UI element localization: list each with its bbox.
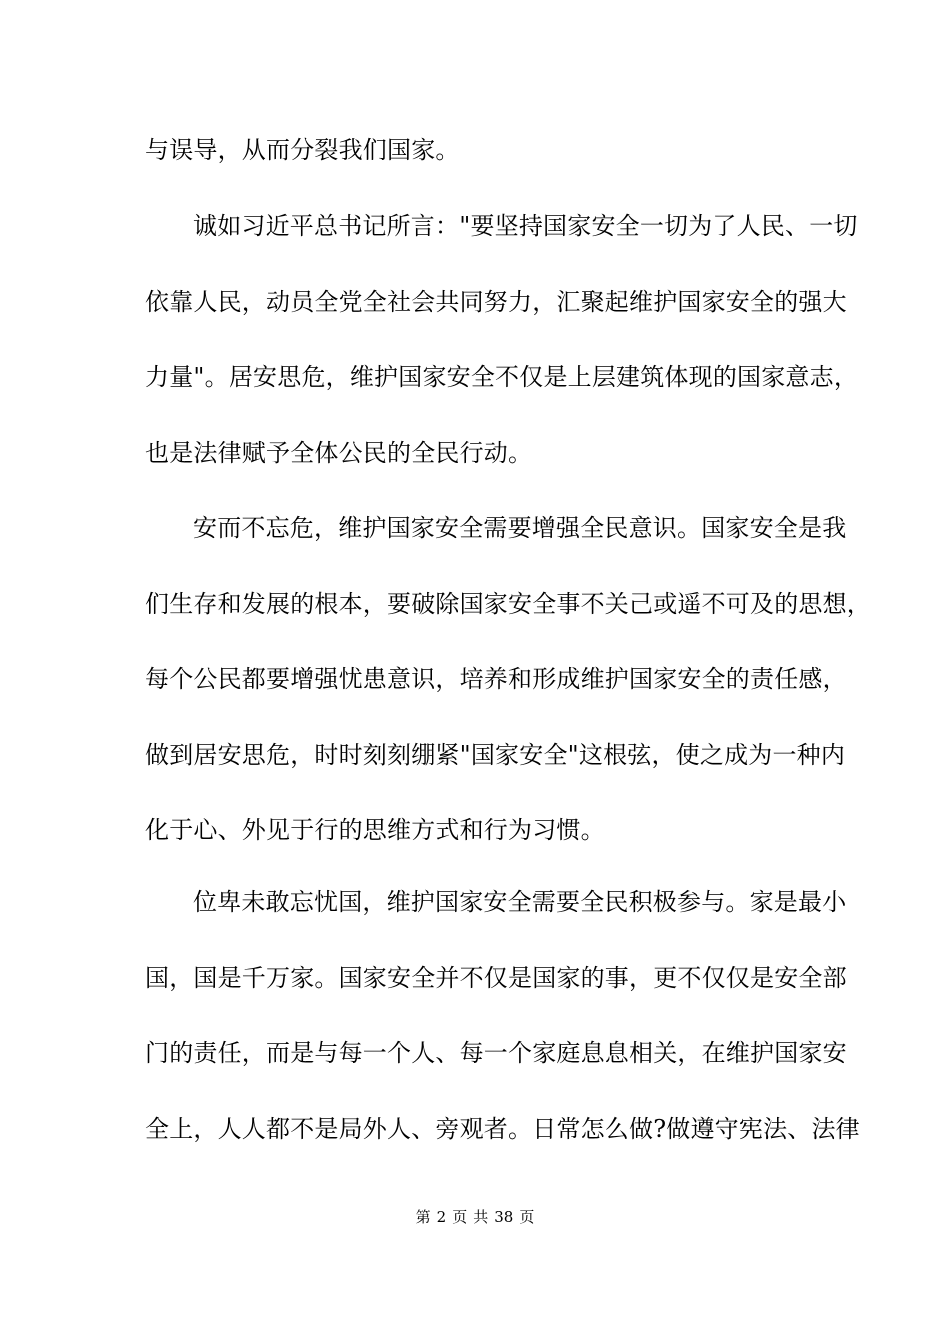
text-line: 也是法律赋予全体公民的全民行动。 — [145, 439, 533, 467]
text-line: 国，国是千万家。国家安全并不仅是国家的事，更不仅仅是安全部 — [145, 964, 847, 992]
text-line: 化于心、外见于行的思维方式和行为习惯。 — [145, 816, 605, 844]
paragraph-start-line: 诚如习近平总书记所言："要坚持国家安全一切为了人民、一切 — [193, 212, 858, 240]
text-line: 门的责任，而是与每一个人、每一个家庭息息相关，在维护国家安 — [145, 1039, 847, 1067]
total-unit: 页 — [519, 1208, 535, 1226]
total-prefix: 共 — [473, 1208, 489, 1226]
text-line: 与误导，从而分裂我们国家。 — [145, 136, 460, 164]
text-line: 每个公民都要增强忧患意识，培养和形成维护国家安全的责任感， — [145, 665, 847, 693]
page-number: 2 — [436, 1208, 447, 1226]
text-line: 力量"。居安思危，维护国家安全不仅是上层建筑体现的国家意志， — [145, 363, 859, 391]
total-pages: 38 — [494, 1208, 514, 1226]
page-footer — [0, 1207, 950, 1227]
text-line: 做到居安思危，时时刻刻绷紧"国家安全"这根弦，使之成为一种内 — [145, 741, 846, 769]
text-line: 依靠人民，动员全党全社会共同努力，汇聚起维护国家安全的强大 — [145, 288, 847, 316]
text-line: 全上，人人都不是局外人、旁观者。日常怎么做?做遵守宪法、法律 — [145, 1115, 860, 1143]
text-line: 们生存和发展的根本，要破除国家安全事不关己或遥不可及的思想， — [145, 590, 871, 618]
paragraph-start-line: 安而不忘危，维护国家安全需要增强全民意识。国家安全是我 — [193, 514, 847, 542]
page-unit: 页 — [452, 1208, 468, 1226]
paragraph-start-line: 位卑未敢忘忧国，维护国家安全需要全民积极参与。家是最小 — [193, 888, 847, 916]
footer-prefix: 第 — [415, 1208, 431, 1226]
